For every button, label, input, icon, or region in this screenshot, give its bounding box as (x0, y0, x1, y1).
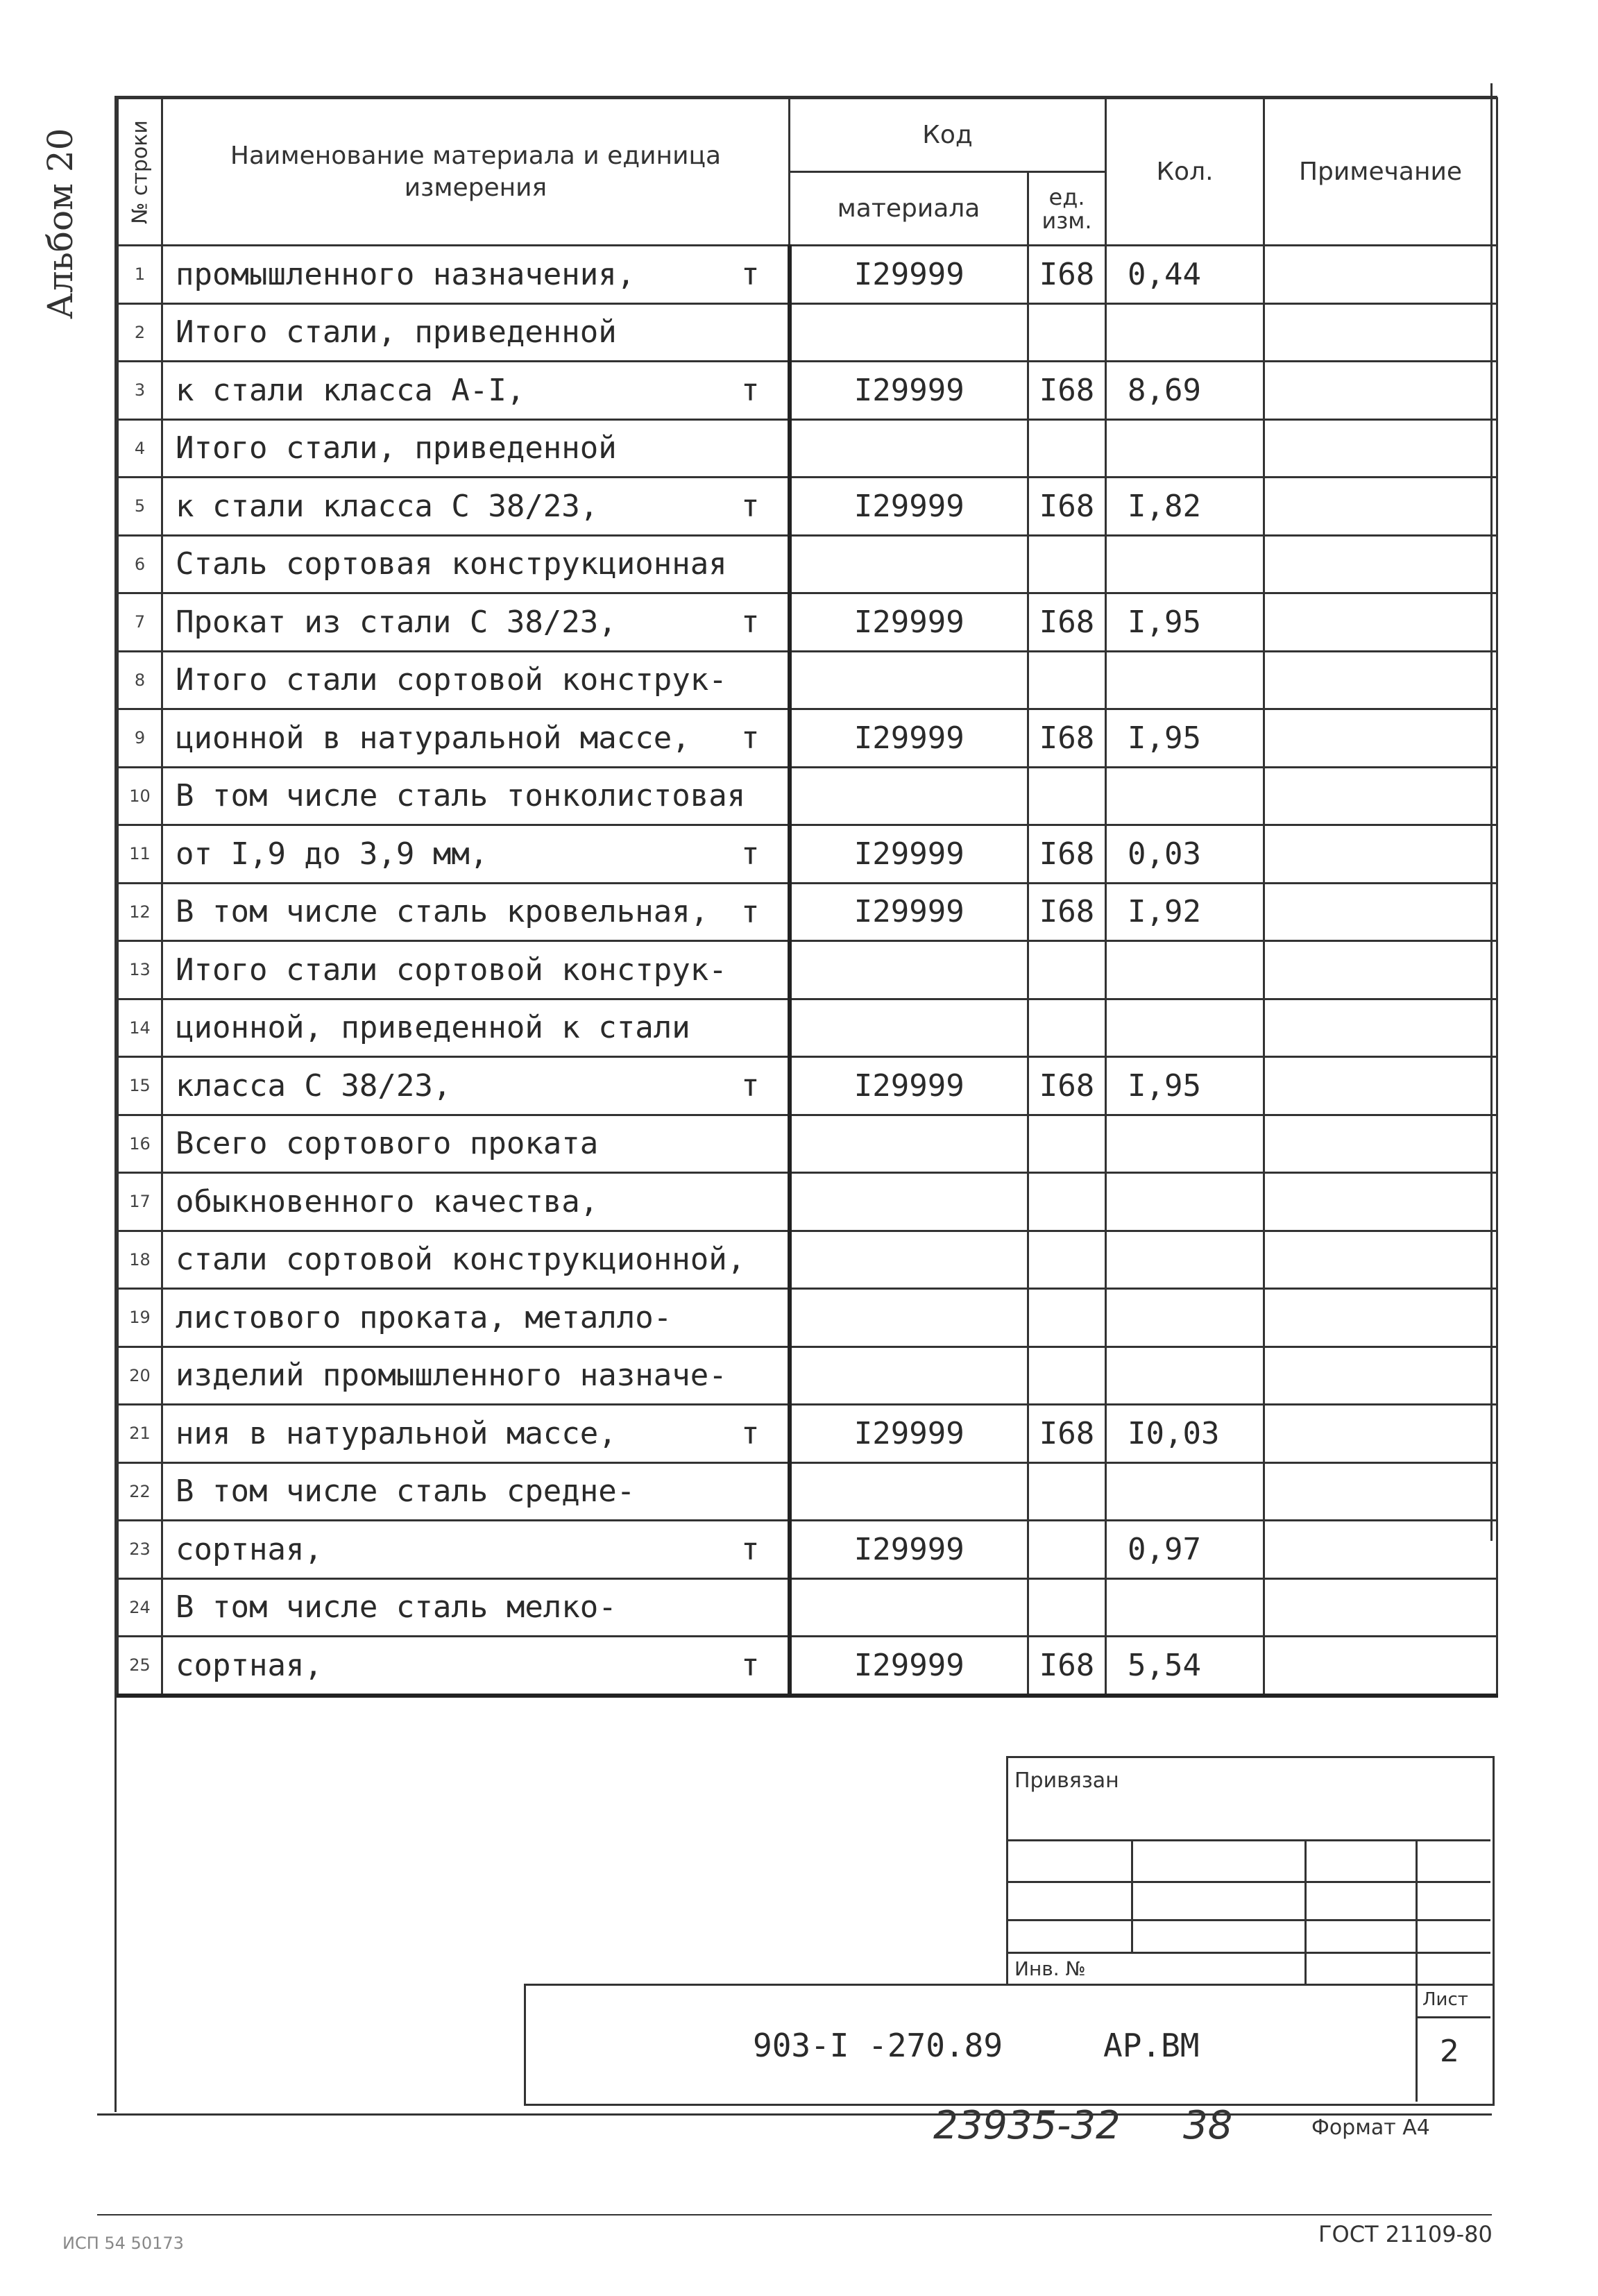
material-name-text: сортная, (176, 1647, 323, 1683)
row-number: 25 (118, 1637, 162, 1696)
material-name-text: Итого стали сортовой конструк- (176, 662, 727, 698)
bottom-line (97, 2113, 1492, 2116)
sheet-number: 2 (1440, 2034, 1459, 2069)
material-name-text: В том числе сталь кровельная, (176, 894, 709, 930)
binding-grid-vline (1304, 1839, 1307, 1985)
header-row-number: № строки (118, 99, 162, 246)
unit-code (1028, 1289, 1106, 1347)
material-name (162, 767, 790, 825)
binding-grid-line (1006, 1952, 1490, 1954)
material-unit: т (741, 1531, 760, 1567)
quantity (1106, 1462, 1264, 1521)
row-number: 19 (118, 1289, 162, 1347)
material-name-text: листового проката, металло- (176, 1299, 672, 1335)
handwritten-number: 23935-32 (933, 2103, 1121, 2148)
material-code (790, 1289, 1028, 1347)
table-row (118, 535, 1497, 593)
material-code: I29999 (790, 593, 1028, 652)
quantity: I,95 (1106, 593, 1264, 652)
note (1264, 1231, 1497, 1289)
material-name (162, 883, 790, 941)
table-row (118, 1521, 1497, 1579)
row-number: 10 (118, 767, 162, 825)
material-name (162, 593, 790, 652)
material-name (162, 999, 790, 1057)
material-code: I29999 (790, 883, 1028, 941)
material-name (162, 709, 790, 768)
row-number: 22 (118, 1462, 162, 1521)
handwritten-number-2: 38 (1183, 2103, 1233, 2148)
quantity (1106, 1289, 1264, 1347)
table-row (118, 1115, 1497, 1173)
quantity (1106, 535, 1264, 593)
note (1264, 1521, 1497, 1579)
privyazan-label: Привязан (1014, 1769, 1119, 1793)
quantity: I,92 (1106, 883, 1264, 941)
material-name (162, 535, 790, 593)
unit-code: I68 (1028, 883, 1106, 941)
quantity: 0,97 (1106, 1521, 1264, 1579)
unit-code (1028, 941, 1106, 999)
material-code: I29999 (790, 1057, 1028, 1115)
material-code (790, 651, 1028, 709)
table-row (118, 883, 1497, 941)
table-row (118, 1173, 1497, 1231)
material-name-text: промышленного назначения, (176, 256, 636, 292)
row-number: 15 (118, 1057, 162, 1115)
inv-no-label: Инв. № (1014, 1957, 1086, 1980)
row-number: 4 (118, 419, 162, 478)
material-name-text: обыкновенного качества, (176, 1183, 599, 1219)
material-name (162, 303, 790, 362)
quantity: 8,69 (1106, 362, 1264, 420)
row-number: 16 (118, 1115, 162, 1173)
material-name-text: Прокат из стали С 38/23, (176, 604, 617, 640)
material-name-text: Сталь сортовая конструкционная (176, 546, 727, 582)
row-number: 21 (118, 1405, 162, 1463)
row-number: 6 (118, 535, 162, 593)
sheet-divider-h (1416, 2016, 1490, 2018)
unit-code (1028, 1173, 1106, 1231)
material-unit: т (741, 836, 760, 872)
note (1264, 941, 1497, 999)
material-code (790, 1462, 1028, 1521)
material-unit: т (741, 1067, 760, 1104)
row-number: 8 (118, 651, 162, 709)
header-code-material: материала (790, 172, 1028, 246)
material-name-text: к стали класса С 38/23, (176, 488, 599, 524)
unit-code: I68 (1028, 1405, 1106, 1463)
row-number: 24 (118, 1578, 162, 1637)
binding-grid-line (1006, 1881, 1490, 1883)
unit-code (1028, 999, 1106, 1057)
quantity (1106, 1578, 1264, 1637)
material-unit: т (741, 372, 760, 408)
sheet-label: Лист (1422, 1989, 1468, 2010)
unit-code (1028, 651, 1106, 709)
material-code (790, 941, 1028, 999)
unit-code (1028, 535, 1106, 593)
material-name (162, 1115, 790, 1173)
note (1264, 478, 1497, 536)
note (1264, 1173, 1497, 1231)
unit-code (1028, 1115, 1106, 1173)
material-name-text: изделий промышленного назначе- (176, 1358, 727, 1394)
material-code: I29999 (790, 246, 1028, 304)
material-name-text: В том числе сталь тонколистовая (176, 778, 746, 814)
material-code: I29999 (790, 825, 1028, 884)
material-code: I29999 (790, 709, 1028, 768)
material-name (162, 1405, 790, 1463)
quantity (1106, 999, 1264, 1057)
row-number: 18 (118, 1231, 162, 1289)
unit-code (1028, 767, 1106, 825)
header-qty: Кол. (1106, 99, 1264, 246)
material-name (162, 1173, 790, 1231)
material-name (162, 941, 790, 999)
quantity: I,95 (1106, 709, 1264, 768)
material-name-text: стали сортовой конструкционной, (176, 1242, 746, 1278)
material-name-text: В том числе сталь средне- (176, 1474, 636, 1510)
row-number: 12 (118, 883, 162, 941)
material-name-text: сортная, (176, 1531, 323, 1567)
note (1264, 1115, 1497, 1173)
note (1264, 1289, 1497, 1347)
table-row (118, 303, 1497, 362)
material-name (162, 651, 790, 709)
material-unit: т (741, 1647, 760, 1683)
table-row (118, 1462, 1497, 1521)
quantity: 0,03 (1106, 825, 1264, 884)
material-name-text: к стали класса А-I, (176, 372, 525, 408)
material-name (162, 246, 790, 304)
table-row (118, 1578, 1497, 1637)
row-number: 20 (118, 1347, 162, 1405)
note (1264, 535, 1497, 593)
unit-code: I68 (1028, 593, 1106, 652)
material-unit: т (741, 488, 760, 524)
material-name-text: Итого стали, приведенной (176, 314, 617, 351)
unit-code (1028, 1578, 1106, 1637)
table-row (118, 1231, 1497, 1289)
binding-grid-vline (1131, 1839, 1133, 1952)
quantity (1106, 941, 1264, 999)
quantity (1106, 419, 1264, 478)
material-name (162, 1231, 790, 1289)
unit-code (1028, 419, 1106, 478)
binding-grid-vline (1416, 1839, 1418, 1985)
material-name (162, 362, 790, 420)
quantity (1106, 1115, 1264, 1173)
document-code-block (524, 1984, 1495, 2106)
unit-code (1028, 1521, 1106, 1579)
quantity: 0,44 (1106, 246, 1264, 304)
document-suffix: АР.ВМ (1103, 2027, 1200, 2064)
material-name-text: ционной, приведенной к стали (176, 1010, 690, 1046)
row-number: 3 (118, 362, 162, 420)
material-name (162, 1637, 790, 1696)
material-name-text: Всего сортового проката (176, 1126, 599, 1162)
note (1264, 246, 1497, 304)
note (1264, 999, 1497, 1057)
row-number: 9 (118, 709, 162, 768)
quantity (1106, 1347, 1264, 1405)
table-row (118, 1637, 1497, 1696)
table-row (118, 1289, 1497, 1347)
table-row (118, 999, 1497, 1057)
material-code (790, 999, 1028, 1057)
material-name-text: ния в натуральной массе, (176, 1415, 617, 1451)
table-row (118, 1347, 1497, 1405)
unit-code: I68 (1028, 246, 1106, 304)
sheet-divider (1416, 1984, 1418, 2102)
header-note: Примечание (1264, 99, 1497, 246)
note (1264, 767, 1497, 825)
unit-code: I68 (1028, 1057, 1106, 1115)
row-number: 1 (118, 246, 162, 304)
material-code: I29999 (790, 1521, 1028, 1579)
unit-code: I68 (1028, 709, 1106, 768)
material-name (162, 478, 790, 536)
table-row (118, 362, 1497, 420)
note (1264, 303, 1497, 362)
material-code (790, 1173, 1028, 1231)
unit-code: I68 (1028, 362, 1106, 420)
table-row (118, 419, 1497, 478)
table-row (118, 709, 1497, 768)
row-number: 7 (118, 593, 162, 652)
material-name-text: от I,9 до 3,9 мм, (176, 836, 488, 872)
material-code: I29999 (790, 1637, 1028, 1696)
note (1264, 1057, 1497, 1115)
table-row (118, 651, 1497, 709)
material-name-text: Итого стали, приведенной (176, 430, 617, 466)
album-label: Альбом 20 (40, 128, 80, 319)
table-row (118, 246, 1497, 304)
material-name-text: класса С 38/23, (176, 1067, 452, 1104)
header-code-unit: ед. изм. (1028, 172, 1106, 246)
material-code (790, 1115, 1028, 1173)
row-number: 14 (118, 999, 162, 1057)
material-code: I29999 (790, 362, 1028, 420)
materials-table (117, 97, 1498, 1698)
note (1264, 1578, 1497, 1637)
table-row (118, 478, 1497, 536)
material-code (790, 1578, 1028, 1637)
binding-grid-line (1006, 1919, 1490, 1921)
material-name (162, 825, 790, 884)
row-number: 2 (118, 303, 162, 362)
material-name (162, 419, 790, 478)
material-code (790, 303, 1028, 362)
unit-code: I68 (1028, 478, 1106, 536)
quantity (1106, 1231, 1264, 1289)
note (1264, 419, 1497, 478)
material-name (162, 1462, 790, 1521)
row-number: 13 (118, 941, 162, 999)
note (1264, 709, 1497, 768)
material-code (790, 1231, 1028, 1289)
material-unit: т (741, 604, 760, 640)
quantity: 5,54 (1106, 1637, 1264, 1696)
material-name-text: В том числе сталь мелко- (176, 1589, 617, 1626)
unit-code (1028, 1462, 1106, 1521)
quantity (1106, 1173, 1264, 1231)
material-code (790, 419, 1028, 478)
unit-code (1028, 1231, 1106, 1289)
material-code (790, 535, 1028, 593)
row-number: 17 (118, 1173, 162, 1231)
material-name (162, 1057, 790, 1115)
note (1264, 883, 1497, 941)
table-row (118, 1057, 1497, 1115)
note (1264, 1405, 1497, 1463)
footer-stamp: ИСП 54 50173 (62, 2234, 184, 2253)
gost-label: ГОСТ 21109-80 (1318, 2221, 1493, 2247)
material-name-text: ционной в натуральной массе, (176, 720, 690, 756)
note (1264, 1462, 1497, 1521)
header-code: Код (790, 99, 1106, 172)
unit-code (1028, 1347, 1106, 1405)
material-code (790, 1347, 1028, 1405)
row-number: 11 (118, 825, 162, 884)
material-unit: т (741, 1415, 760, 1451)
header-name: Наименование материала и единица измерения (162, 99, 790, 246)
table-row (118, 825, 1497, 884)
material-name (162, 1578, 790, 1637)
quantity: I0,03 (1106, 1405, 1264, 1463)
format-label: Формат А4 (1311, 2116, 1430, 2140)
material-code (790, 767, 1028, 825)
note (1264, 1637, 1497, 1696)
material-unit: т (741, 894, 760, 930)
quantity (1106, 767, 1264, 825)
quantity (1106, 651, 1264, 709)
quantity: I,82 (1106, 478, 1264, 536)
material-unit: т (741, 256, 760, 292)
table-row (118, 767, 1497, 825)
row-number: 23 (118, 1521, 162, 1579)
material-name (162, 1289, 790, 1347)
unit-code: I68 (1028, 1637, 1106, 1696)
material-code: I29999 (790, 478, 1028, 536)
table-row (118, 593, 1497, 652)
note (1264, 825, 1497, 884)
binding-grid-line (1006, 1839, 1490, 1841)
row-number: 5 (118, 478, 162, 536)
unit-code (1028, 303, 1106, 362)
table-row (118, 941, 1497, 999)
document-code: 903-I -270.89 (753, 2027, 1003, 2064)
table-row (118, 1405, 1497, 1463)
material-code: I29999 (790, 1405, 1028, 1463)
note (1264, 362, 1497, 420)
note (1264, 593, 1497, 652)
quantity (1106, 303, 1264, 362)
quantity: I,95 (1106, 1057, 1264, 1115)
note (1264, 1347, 1497, 1405)
material-name-text: Итого стали сортовой конструк- (176, 952, 727, 988)
unit-code: I68 (1028, 825, 1106, 884)
page-bottom-line (97, 2214, 1492, 2215)
note (1264, 651, 1497, 709)
material-name (162, 1347, 790, 1405)
material-name (162, 1521, 790, 1579)
material-unit: т (741, 720, 760, 756)
